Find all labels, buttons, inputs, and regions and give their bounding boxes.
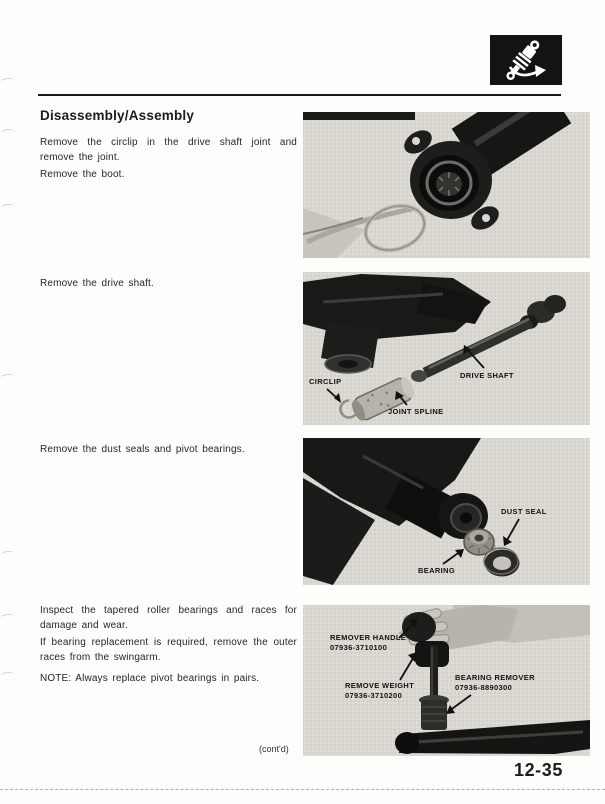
instruction-paragraph: Remove the boot.	[40, 169, 125, 180]
figure-drive-shaft-removal	[303, 272, 590, 425]
instruction-paragraph: Remove the circlip in the drive shaft joint and remove the joint.	[40, 137, 297, 163]
binding-mark	[1, 373, 15, 381]
tool-number: 07936-3710100	[330, 642, 388, 652]
label-circlip: CIRCLIP	[309, 377, 342, 386]
note-paragraph: NOTE: Always replace pivot bearings in pairs.	[40, 673, 260, 684]
binding-mark	[1, 613, 15, 621]
figure-bearing-remover	[303, 605, 590, 756]
continued-marker: (cont'd)	[259, 744, 289, 754]
figure-drive-shaft-joint	[303, 112, 590, 258]
photo-illustration	[303, 272, 590, 425]
label-bearing: BEARING	[418, 566, 456, 575]
tool-name: REMOVE WEIGHT	[345, 681, 415, 690]
page-bottom-rule	[0, 789, 605, 790]
binding-mark	[1, 128, 15, 136]
binding-mark	[1, 550, 15, 558]
shock-absorber-icon	[490, 35, 562, 85]
instruction-paragraph: If bearing replacement is required, remove the outer races from the swingarm.	[40, 637, 297, 663]
binding-mark	[1, 77, 15, 85]
label-bearing-remover	[455, 673, 535, 692]
label-dust-seal: DUST SEAL	[501, 507, 547, 516]
arrow-head	[535, 65, 546, 77]
header-rule	[38, 94, 561, 96]
binding-mark	[1, 671, 15, 679]
tool-number: 07936-8890300	[455, 682, 513, 692]
label-remove-weight	[345, 681, 414, 700]
instruction-paragraph: Inspect the tapered roller bearings and races for damage and wear.	[40, 605, 297, 631]
photo-illustration	[303, 112, 590, 258]
tool-number: 07936-3710200	[345, 690, 403, 700]
figure-dust-seal-bearing	[303, 438, 590, 585]
page-number: 12-35	[513, 760, 563, 780]
page-title: Disassembly/Assembly	[40, 108, 195, 123]
instruction-paragraph: Remove the dust seals and pivot bearings.	[40, 444, 245, 455]
label-joint-spline: JOINT SPLINE	[388, 407, 444, 416]
label-drive-shaft: DRIVE SHAFT	[460, 371, 514, 380]
tool-name: REMOVER HANDLE	[330, 633, 407, 642]
section-icon-box	[490, 35, 562, 85]
shock-body	[502, 37, 543, 84]
instruction-paragraph: Remove the drive shaft.	[40, 278, 154, 289]
tool-name: BEARING REMOVER	[455, 673, 535, 682]
label-remover-handle	[330, 633, 406, 652]
binding-mark	[1, 203, 15, 211]
